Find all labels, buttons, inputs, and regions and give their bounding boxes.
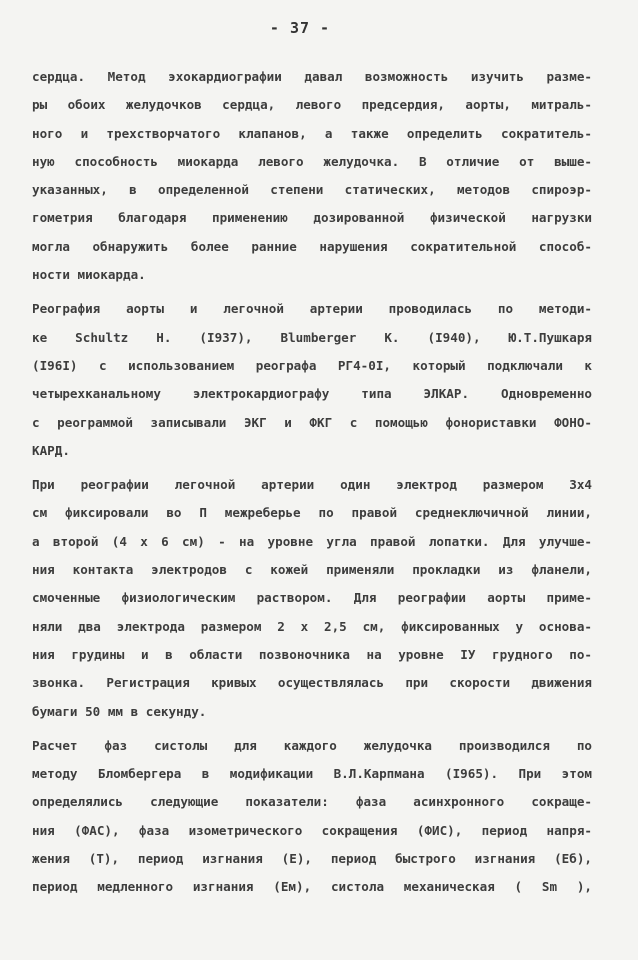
text-line: сердца. Метод эхокардиографии давал возможность изучить разме- bbox=[32, 69, 592, 84]
page-number: - 37 - bbox=[269, 19, 331, 37]
body-text bbox=[32, 63, 592, 902]
text-line: см фиксировали во П межреберье по правой среднеключичной линии, bbox=[32, 505, 592, 521]
text-line: ры обоих желудочков сердца, левого предсердия, аорты, митраль- bbox=[32, 97, 592, 113]
text-line: Реография аорты и легочной артерии проводилась по методи- bbox=[32, 301, 592, 317]
text-line: ную способность миокарда левого желудочка. В отличие от выше- bbox=[32, 153, 592, 169]
text-line: методу Бломбергера в модификации В.Л.Карпмана (I965). При этом bbox=[32, 766, 592, 782]
text-line: ного и трехстворчатого клапанов, а также определить сократитель- bbox=[32, 125, 592, 141]
text-line: При реографии легочной артерии один электрод размером 3х4 bbox=[32, 477, 592, 493]
paragraph bbox=[32, 295, 592, 465]
text-line: Расчет фаз систолы для каждого желудочка производился по bbox=[32, 737, 592, 753]
text-line: няли два электрода размером 2 х 2,5 см, фиксированных у основа- bbox=[32, 618, 592, 634]
text-line: указанных, в определенной степени статических, методов спироэр- bbox=[32, 182, 592, 198]
text-line: ния грудины и в области позвоночника на уровне IУ грудного по- bbox=[32, 646, 592, 662]
text-line: а второй (4 х 6 см) - на уровне угла правой лопатки. Для улучше- bbox=[32, 533, 592, 549]
text-line: звонка. Регистрация кривых осуществлялась при скорости движения bbox=[32, 675, 592, 691]
text-line: ке Schultz H. (I937), Blumberger K. (I940), Ю.Т.Пушкаря bbox=[32, 329, 592, 345]
paragraph bbox=[32, 732, 592, 902]
text-line: с реограммой записывали ЭКГ и ФКГ с помощью фонориставки ФОНО- bbox=[32, 414, 592, 430]
text-line: период медленного изгнания (Ем), систола механическая ( Sm ), bbox=[32, 879, 592, 895]
text-line: смоченные физиологическим раствором. Для реографии аорты приме- bbox=[32, 590, 592, 606]
text-line: ния (ФАС), фаза изометрического сокращения (ФИС), период напря- bbox=[32, 822, 592, 838]
text-line: ния контакта электродов с кожей применяли прокладки из фланели, bbox=[32, 562, 592, 578]
text-line: КАРД. bbox=[32, 442, 70, 458]
text-line: могла обнаружить более ранние нарушения сократительной способ- bbox=[32, 238, 592, 254]
text-line: (I96I) с использованием реографа РГ4-0I, который подключали к bbox=[32, 357, 592, 373]
paragraph bbox=[32, 63, 592, 289]
text-line: жения (Т), период изгнания (Е), период быстрого изгнания (Еб), bbox=[32, 851, 592, 867]
paragraph bbox=[32, 471, 592, 726]
text-line: определялись следующие показатели: фаза асинхронного сокраще- bbox=[32, 794, 592, 810]
text-line: ности миокарда. bbox=[32, 267, 146, 283]
text-line: бумаги 50 мм в секунду. bbox=[32, 703, 207, 719]
text-line: гометрия благодаря применению дозированной физической нагрузки bbox=[32, 210, 592, 226]
text-line: четырехканальному электрокардиографу типа ЭЛКАР. Одновременно bbox=[32, 386, 592, 402]
